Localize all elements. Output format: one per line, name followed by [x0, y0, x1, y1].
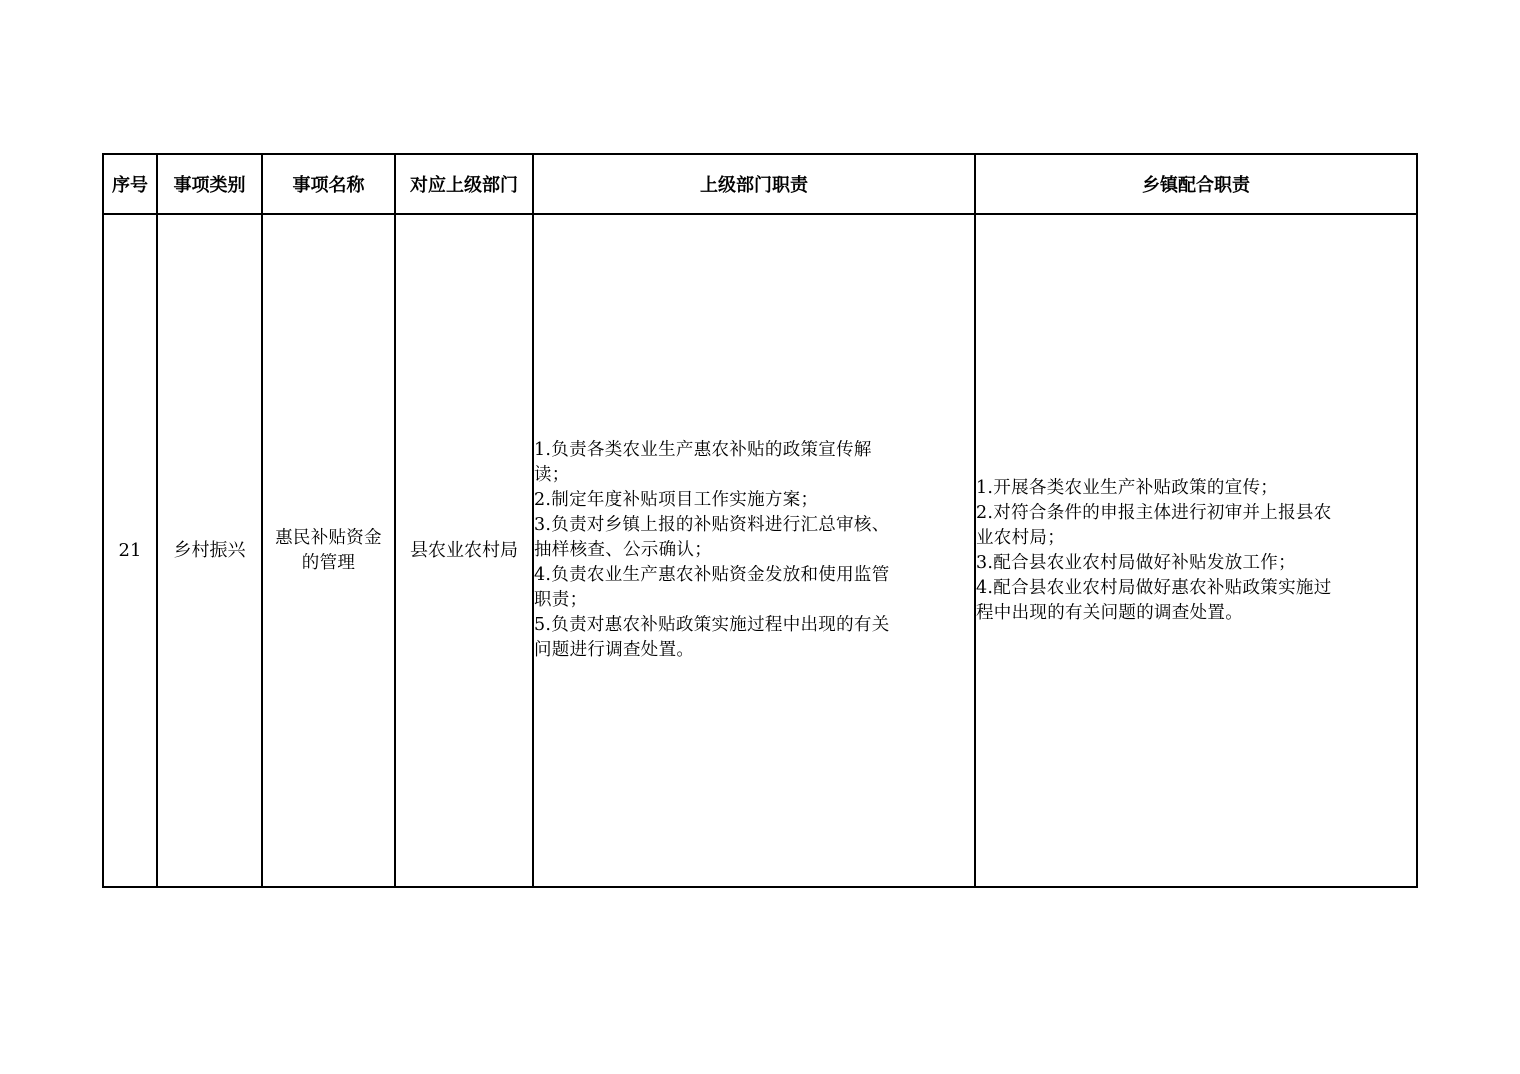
- town-duty-line: 程中出现的有关问题的调查处置。: [976, 602, 1243, 623]
- header-upper-duty: 上级部门职责: [533, 154, 975, 214]
- town-duty-line: 1.开展各类农业生产补贴政策的宣传；: [976, 477, 1279, 498]
- header-dept: 对应上级部门: [395, 154, 533, 214]
- name-line: 惠民补贴资金: [275, 527, 382, 548]
- header-name: 事项名称: [262, 154, 395, 214]
- cell-name: [262, 214, 395, 887]
- duty-table: [102, 153, 1418, 888]
- header-town-duty: 乡镇配合职责: [975, 154, 1417, 214]
- cell-dept: 县农业农村局: [395, 214, 533, 887]
- upper-duty-line: 1.负责各类农业生产惠农补贴的政策宣传解: [534, 440, 872, 460]
- cell-town-duty: [975, 214, 1417, 887]
- upper-duty-line: 问题进行调查处置。: [534, 640, 695, 660]
- upper-duty-line: 5.负责对惠农补贴政策实施过程中出现的有关: [534, 615, 890, 635]
- upper-duty-line: 3.负责对乡镇上报的补贴资料进行汇总审核、: [534, 515, 890, 535]
- cell-upper-duty: [533, 214, 975, 887]
- header-seq: 序号: [103, 154, 157, 214]
- town-duty-line: 4.配合县农业农村局做好惠农补贴政策实施过: [976, 577, 1332, 598]
- upper-duty-line: 2.制定年度补贴项目工作实施方案；: [534, 490, 819, 510]
- upper-duty-line: 读；: [534, 465, 570, 485]
- header-category: 事项类别: [157, 154, 262, 214]
- town-duty-line: 3.配合县农业农村局做好补贴发放工作；: [976, 552, 1296, 573]
- town-duty-line: 业农村局；: [976, 527, 1065, 548]
- name-line: 的管理: [301, 552, 356, 573]
- town-duty-line: 2.对符合条件的申报主体进行初审并上报县农: [976, 502, 1332, 523]
- upper-duty-line: 4.负责农业生产惠农补贴资金发放和使用监管: [534, 565, 890, 585]
- upper-duty-line: 职责；: [534, 590, 588, 610]
- cell-seq: 21: [103, 214, 157, 887]
- cell-category: 乡村振兴: [157, 214, 262, 887]
- table-row: [103, 214, 1417, 887]
- upper-duty-line: 抽样核查、公示确认；: [534, 540, 712, 560]
- header-row: [103, 154, 1417, 214]
